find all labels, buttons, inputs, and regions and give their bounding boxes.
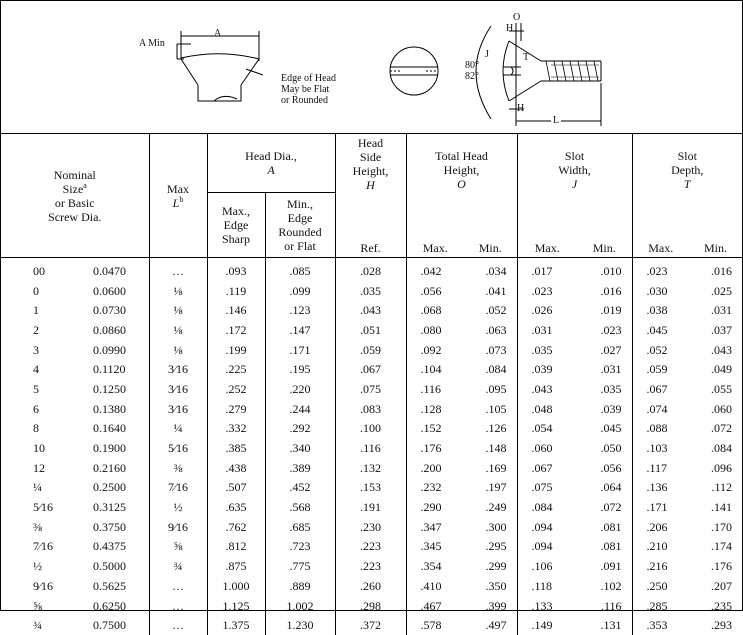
cell-slot-depth-min: .031: [689, 300, 742, 320]
cell-total-height-min: .034: [464, 258, 517, 281]
cell-slot-depth-max: .285: [632, 596, 689, 616]
header-max-edge-sharp: Max., Edge Sharp: [207, 192, 265, 258]
cell-slot-depth-min: .174: [689, 537, 742, 557]
cell-slot-depth-min: .235: [689, 596, 742, 616]
dimensions-table: [1, 134, 742, 635]
cell-head-dia-min: .389: [265, 458, 335, 478]
cell-slot-width-min: .131: [577, 615, 632, 635]
cell-side-height-ref: .116: [335, 438, 406, 458]
cell-size: ⅜: [1, 517, 89, 537]
cell-slot-depth-min: .060: [689, 399, 742, 419]
table-row: [1, 340, 742, 360]
dim-l-label: L: [551, 115, 561, 126]
cell-slot-depth-max: .088: [632, 419, 689, 439]
cell-slot-width-max: .067: [517, 458, 577, 478]
cell-slot-depth-max: .353: [632, 615, 689, 635]
cell-slot-depth-min: .170: [689, 517, 742, 537]
cell-head-dia-min: .685: [265, 517, 335, 537]
header-width-min: Min.: [577, 192, 632, 258]
cell-total-height-max: .354: [406, 556, 464, 576]
table-row: [1, 258, 742, 281]
cell-slot-width-max: .084: [517, 497, 577, 517]
cell-total-height-max: .290: [406, 497, 464, 517]
cell-size: 0: [1, 281, 89, 301]
cell-slot-width-min: .035: [577, 379, 632, 399]
cell-head-dia-max: .812: [207, 537, 265, 557]
cell-total-height-max: .345: [406, 537, 464, 557]
cell-slot-depth-max: .038: [632, 300, 689, 320]
cell-total-height-min: .126: [464, 419, 517, 439]
cell-head-dia-max: 1.125: [207, 596, 265, 616]
cell-slot-width-max: .060: [517, 438, 577, 458]
header-ref: Ref.: [335, 192, 406, 258]
cell-basic-dia: 0.0990: [89, 340, 149, 360]
cell-total-height-min: .350: [464, 576, 517, 596]
cell-slot-width-max: .031: [517, 320, 577, 340]
cell-slot-width-min: .027: [577, 340, 632, 360]
cell-total-height-min: .169: [464, 458, 517, 478]
cell-size: 5: [1, 379, 89, 399]
table-row: [1, 438, 742, 458]
cell-head-dia-min: 1.230: [265, 615, 335, 635]
cell-max-length: ¼: [149, 419, 207, 439]
table-row: [1, 497, 742, 517]
cell-max-length: 9⁄16: [149, 517, 207, 537]
cell-slot-width-min: .050: [577, 438, 632, 458]
cell-total-height-min: .052: [464, 300, 517, 320]
cell-slot-width-max: .026: [517, 300, 577, 320]
table-row: [1, 399, 742, 419]
header-min-edge-rounded: Min., Edge Rounded or Flat: [265, 192, 335, 258]
cell-total-height-min: .084: [464, 359, 517, 379]
cell-side-height-ref: .100: [335, 419, 406, 439]
cell-slot-width-max: .094: [517, 537, 577, 557]
cell-max-length: ⅝: [149, 537, 207, 557]
cell-slot-depth-max: .067: [632, 379, 689, 399]
cell-head-dia-min: .292: [265, 419, 335, 439]
table-row: [1, 379, 742, 399]
cell-basic-dia: 0.0470: [89, 258, 149, 281]
table-row: [1, 281, 742, 301]
cell-slot-width-max: .035: [517, 340, 577, 360]
cell-side-height-ref: .223: [335, 537, 406, 557]
cell-slot-depth-min: .141: [689, 497, 742, 517]
cell-head-dia-min: .195: [265, 359, 335, 379]
dim-h-top-label: H: [506, 23, 513, 34]
table-row: [1, 320, 742, 340]
dim-j-label: J: [485, 49, 489, 60]
table-row: [1, 478, 742, 498]
table-row: [1, 458, 742, 478]
cell-slot-width-min: .039: [577, 399, 632, 419]
cell-total-height-max: .080: [406, 320, 464, 340]
cell-total-height-min: .399: [464, 596, 517, 616]
header-head-dia: Head Dia., A: [207, 134, 335, 192]
cell-basic-dia: 0.1640: [89, 419, 149, 439]
cell-max-length: 7⁄16: [149, 478, 207, 498]
cell-slot-depth-min: .043: [689, 340, 742, 360]
cell-side-height-ref: .230: [335, 517, 406, 537]
cell-slot-depth-min: .207: [689, 576, 742, 596]
cell-total-height-min: .105: [464, 399, 517, 419]
cell-slot-depth-max: .052: [632, 340, 689, 360]
cell-slot-width-max: .043: [517, 379, 577, 399]
cell-head-dia-min: 1.002: [265, 596, 335, 616]
cell-slot-depth-max: .045: [632, 320, 689, 340]
cell-size: 3: [1, 340, 89, 360]
cell-head-dia-max: 1.375: [207, 615, 265, 635]
cell-size: ½: [1, 556, 89, 576]
cell-total-height-min: .041: [464, 281, 517, 301]
cell-slot-depth-min: .072: [689, 419, 742, 439]
cell-slot-depth-min: .096: [689, 458, 742, 478]
cell-basic-dia: 0.0600: [89, 281, 149, 301]
cell-slot-width-min: .016: [577, 281, 632, 301]
cell-basic-dia: 0.4375: [89, 537, 149, 557]
cell-head-dia-max: .385: [207, 438, 265, 458]
cell-max-length: ½: [149, 497, 207, 517]
table-row: [1, 517, 742, 537]
cell-slot-depth-max: .210: [632, 537, 689, 557]
cell-slot-depth-max: .206: [632, 517, 689, 537]
table-row: [1, 359, 742, 379]
dim-h-bottom-label: H: [517, 103, 524, 114]
header-depth-max: Max.: [632, 192, 689, 258]
cell-slot-depth-min: .037: [689, 320, 742, 340]
cell-slot-depth-max: .250: [632, 576, 689, 596]
cell-total-height-max: .104: [406, 359, 464, 379]
cell-side-height-ref: .035: [335, 281, 406, 301]
cell-total-height-min: .073: [464, 340, 517, 360]
cell-basic-dia: 0.2160: [89, 458, 149, 478]
cell-side-height-ref: .153: [335, 478, 406, 498]
cell-basic-dia: 0.3125: [89, 497, 149, 517]
cell-side-height-ref: .191: [335, 497, 406, 517]
cell-total-height-min: .095: [464, 379, 517, 399]
header-depth-min: Min.: [689, 192, 742, 258]
cell-side-height-ref: .083: [335, 399, 406, 419]
cell-slot-depth-max: .216: [632, 556, 689, 576]
cell-size: 7⁄16: [1, 537, 89, 557]
cell-slot-width-min: .091: [577, 556, 632, 576]
cell-size: 9⁄16: [1, 576, 89, 596]
cell-slot-depth-min: .049: [689, 359, 742, 379]
cell-total-height-min: .148: [464, 438, 517, 458]
angle-80-label: 80°: [465, 60, 479, 71]
header-slot-width: Slot Width, J: [517, 134, 632, 192]
cell-slot-width-max: .023: [517, 281, 577, 301]
table-body: [1, 258, 742, 635]
cell-slot-width-min: .023: [577, 320, 632, 340]
cell-head-dia-min: .452: [265, 478, 335, 498]
edge-note-line1: Edge of Head: [281, 73, 336, 84]
header-total-min: Min.: [464, 192, 517, 258]
cell-slot-width-max: .039: [517, 359, 577, 379]
cell-size: 12: [1, 458, 89, 478]
cell-basic-dia: 0.0860: [89, 320, 149, 340]
cell-head-dia-max: .762: [207, 517, 265, 537]
cell-total-height-min: .497: [464, 615, 517, 635]
header-max-length: Max $L^b$: [149, 134, 207, 258]
cell-slot-depth-max: .136: [632, 478, 689, 498]
cell-total-height-min: .063: [464, 320, 517, 340]
cell-head-dia-max: .199: [207, 340, 265, 360]
cell-basic-dia: 0.6250: [89, 596, 149, 616]
dim-t-label: T: [523, 52, 529, 63]
cell-basic-dia: 0.3750: [89, 517, 149, 537]
cell-side-height-ref: .260: [335, 576, 406, 596]
cell-slot-depth-max: .117: [632, 458, 689, 478]
cell-total-height-max: .116: [406, 379, 464, 399]
cell-size: 8: [1, 419, 89, 439]
cell-max-length: 3⁄16: [149, 399, 207, 419]
cell-side-height-ref: .075: [335, 379, 406, 399]
cell-total-height-max: .467: [406, 596, 464, 616]
cell-head-dia-min: .340: [265, 438, 335, 458]
cell-total-height-max: .128: [406, 399, 464, 419]
cell-max-length: 3⁄16: [149, 379, 207, 399]
dim-a-label: A: [214, 28, 221, 39]
cell-slot-depth-min: .112: [689, 478, 742, 498]
dim-o-label: O: [513, 12, 520, 23]
cell-side-height-ref: .043: [335, 300, 406, 320]
cell-max-length: …: [149, 576, 207, 596]
cell-head-dia-max: .146: [207, 300, 265, 320]
cell-slot-depth-min: .176: [689, 556, 742, 576]
table-row: [1, 300, 742, 320]
cell-head-dia-max: .119: [207, 281, 265, 301]
cell-side-height-ref: .051: [335, 320, 406, 340]
cell-head-dia-max: 1.000: [207, 576, 265, 596]
cell-total-height-max: .042: [406, 258, 464, 281]
cell-slot-width-min: .072: [577, 497, 632, 517]
cell-total-height-max: .232: [406, 478, 464, 498]
cell-head-dia-max: .225: [207, 359, 265, 379]
cell-slot-width-max: .118: [517, 576, 577, 596]
cell-head-dia-min: .889: [265, 576, 335, 596]
cell-slot-depth-max: .074: [632, 399, 689, 419]
cell-total-height-max: .092: [406, 340, 464, 360]
cell-head-dia-max: .279: [207, 399, 265, 419]
table-row: [1, 556, 742, 576]
cell-total-height-max: .176: [406, 438, 464, 458]
cell-total-height-max: .347: [406, 517, 464, 537]
cell-head-dia-min: .220: [265, 379, 335, 399]
header-slot-depth: Slot Depth, T: [632, 134, 742, 192]
cell-total-height-max: .152: [406, 419, 464, 439]
cell-total-height-min: .299: [464, 556, 517, 576]
cell-slot-width-min: .045: [577, 419, 632, 439]
cell-size: 10: [1, 438, 89, 458]
cell-basic-dia: 0.2500: [89, 478, 149, 498]
cell-head-dia-min: .123: [265, 300, 335, 320]
cell-size: ¾: [1, 615, 89, 635]
cell-head-dia-max: .507: [207, 478, 265, 498]
cell-slot-width-max: .149: [517, 615, 577, 635]
screw-drawing: [1, 1, 742, 134]
cell-basic-dia: 0.1380: [89, 399, 149, 419]
cell-size: 4: [1, 359, 89, 379]
cell-basic-dia: 0.0730: [89, 300, 149, 320]
cell-slot-width-max: .017: [517, 258, 577, 281]
cell-total-height-min: .249: [464, 497, 517, 517]
cell-max-length: …: [149, 258, 207, 281]
cell-max-length: 3⁄16: [149, 359, 207, 379]
cell-max-length: ⅛: [149, 281, 207, 301]
cell-slot-width-min: .010: [577, 258, 632, 281]
cell-slot-width-max: .075: [517, 478, 577, 498]
table-row: [1, 419, 742, 439]
cell-slot-width-min: .064: [577, 478, 632, 498]
cell-size: ⅝: [1, 596, 89, 616]
cell-max-length: …: [149, 596, 207, 616]
cell-head-dia-min: .775: [265, 556, 335, 576]
cell-head-dia-max: .438: [207, 458, 265, 478]
cell-slot-depth-min: .025: [689, 281, 742, 301]
cell-slot-depth-min: .055: [689, 379, 742, 399]
cell-head-dia-min: .099: [265, 281, 335, 301]
cell-total-height-max: .578: [406, 615, 464, 635]
table-row: [1, 537, 742, 557]
cell-total-height-max: .200: [406, 458, 464, 478]
cell-head-dia-max: .172: [207, 320, 265, 340]
cell-total-height-min: .295: [464, 537, 517, 557]
cell-total-height-max: .410: [406, 576, 464, 596]
cell-slot-depth-max: .023: [632, 258, 689, 281]
cell-total-height-min: .197: [464, 478, 517, 498]
cell-side-height-ref: .059: [335, 340, 406, 360]
cell-side-height-ref: .067: [335, 359, 406, 379]
cell-head-dia-min: .723: [265, 537, 335, 557]
cell-side-height-ref: .028: [335, 258, 406, 281]
cell-total-height-max: .056: [406, 281, 464, 301]
drawing-lines: [1, 1, 742, 133]
cell-basic-dia: 0.5000: [89, 556, 149, 576]
cell-side-height-ref: .372: [335, 615, 406, 635]
cell-head-dia-max: .252: [207, 379, 265, 399]
cell-basic-dia: 0.1120: [89, 359, 149, 379]
cell-head-dia-min: .568: [265, 497, 335, 517]
cell-size: 6: [1, 399, 89, 419]
header-total-head-height: Total Head Height, O: [406, 134, 517, 192]
cell-head-dia-min: .085: [265, 258, 335, 281]
table-row: [1, 596, 742, 616]
cell-slot-depth-max: .030: [632, 281, 689, 301]
cell-size: 2: [1, 320, 89, 340]
cell-slot-depth-max: .059: [632, 359, 689, 379]
cell-slot-depth-min: .084: [689, 438, 742, 458]
cell-slot-width-min: .019: [577, 300, 632, 320]
cell-max-length: ⅛: [149, 340, 207, 360]
cell-max-length: ⅛: [149, 300, 207, 320]
cell-head-dia-max: .093: [207, 258, 265, 281]
cell-slot-width-max: .133: [517, 596, 577, 616]
cell-slot-width-max: .054: [517, 419, 577, 439]
dim-a-min-label: A Min: [139, 38, 165, 49]
cell-head-dia-min: .147: [265, 320, 335, 340]
cell-head-dia-max: .635: [207, 497, 265, 517]
cell-slot-width-max: .048: [517, 399, 577, 419]
cell-basic-dia: 0.1250: [89, 379, 149, 399]
cell-slot-width-min: .031: [577, 359, 632, 379]
cell-max-length: ¾: [149, 556, 207, 576]
header-head-side-height: Head Side Height, H: [335, 134, 406, 192]
cell-side-height-ref: .132: [335, 458, 406, 478]
cell-slot-depth-max: .171: [632, 497, 689, 517]
cell-slot-width-min: .081: [577, 517, 632, 537]
cell-slot-width-min: .056: [577, 458, 632, 478]
cell-max-length: …: [149, 615, 207, 635]
cell-slot-width-min: .116: [577, 596, 632, 616]
cell-side-height-ref: .298: [335, 596, 406, 616]
cell-head-dia-min: .171: [265, 340, 335, 360]
cell-size: 00: [1, 258, 89, 281]
header-total-max: Max.: [406, 192, 464, 258]
cell-head-dia-max: .875: [207, 556, 265, 576]
cell-basic-dia: 0.1900: [89, 438, 149, 458]
cell-basic-dia: 0.5625: [89, 576, 149, 596]
cell-max-length: 5⁄16: [149, 438, 207, 458]
cell-slot-depth-max: .103: [632, 438, 689, 458]
cell-slot-width-max: .106: [517, 556, 577, 576]
cell-size: ¼: [1, 478, 89, 498]
cell-slot-width-min: .081: [577, 537, 632, 557]
table-row: [1, 615, 742, 635]
cell-head-dia-min: .244: [265, 399, 335, 419]
cell-slot-depth-min: .293: [689, 615, 742, 635]
cell-total-height-max: .068: [406, 300, 464, 320]
edge-note-line3: or Rounded: [281, 95, 328, 106]
cell-slot-width-min: .102: [577, 576, 632, 596]
angle-82-label: 82°: [465, 71, 479, 82]
cell-size: 1: [1, 300, 89, 320]
cell-total-height-min: .300: [464, 517, 517, 537]
cell-max-length: ⅜: [149, 458, 207, 478]
cell-basic-dia: 0.7500: [89, 615, 149, 635]
cell-slot-depth-min: .016: [689, 258, 742, 281]
header-nominal-size: Nominal Size$^a$ or Basic Screw Dia.: [1, 134, 149, 258]
cell-side-height-ref: .223: [335, 556, 406, 576]
table-row: [1, 576, 742, 596]
cell-size: 5⁄16: [1, 497, 89, 517]
header-width-max: Max.: [517, 192, 577, 258]
edge-note-line2: May be Flat: [281, 84, 329, 95]
cell-head-dia-max: .332: [207, 419, 265, 439]
cell-slot-width-max: .094: [517, 517, 577, 537]
cell-max-length: ⅛: [149, 320, 207, 340]
